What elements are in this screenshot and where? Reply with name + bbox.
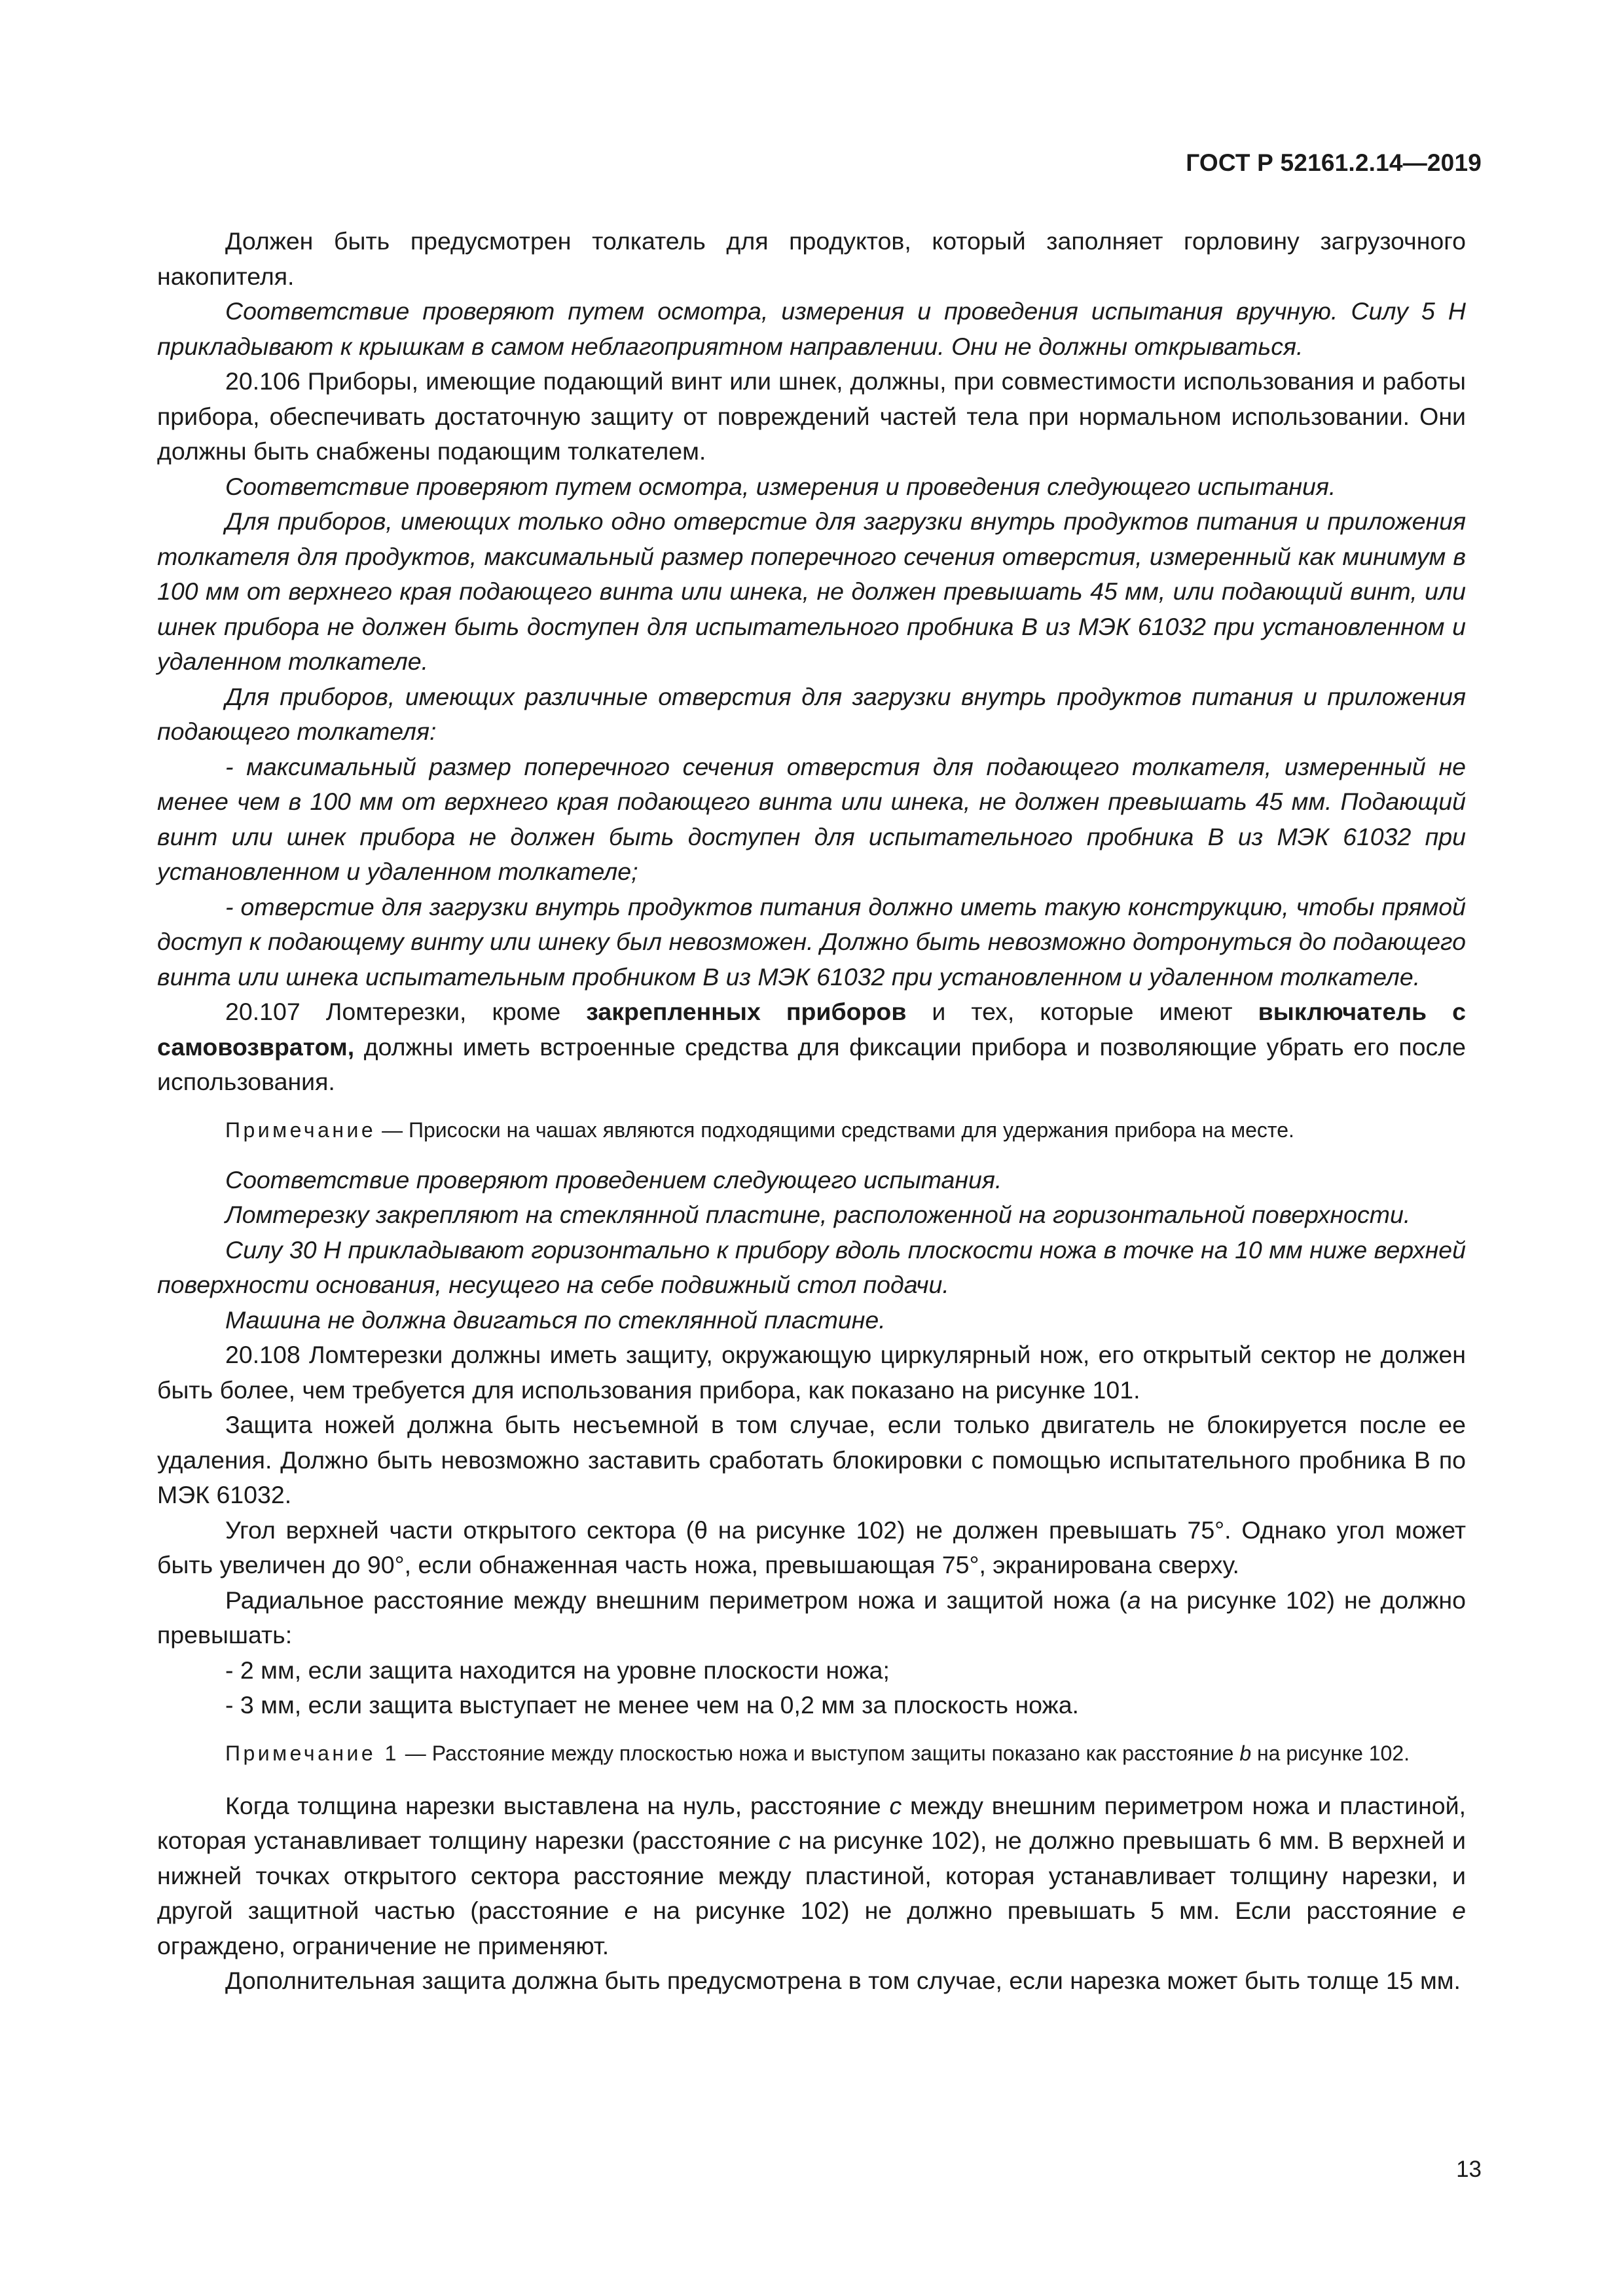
note-label: Примечание 1 <box>225 1741 399 1765</box>
paragraph-compliance: Соответствие проверяют проведением следующего испытания. <box>225 1165 1002 1194</box>
paragraph <box>157 1789 1466 1964</box>
paragraph-test: Машина не должна двигаться по стеклянной пластине. <box>225 1305 886 1334</box>
text: на рисунке 102), не должно превышать 6 мм. В верхней и нижней точках открытого сектора расстояние между пластиной, которая устанавливает толщину нарезки, и другой защитной частью (расстояние <box>157 1827 1466 1924</box>
text: Когда толщина нарезки выставлена на нуль, расстояние <box>225 1791 890 1819</box>
clause-text: должны иметь встроенные средства для фиксации прибора и позволяющие убрать его после использования. <box>157 1032 1466 1095</box>
paragraph: Угол верхней части открытого сектора (θ на рисунке 102) не должен превышать 75°. Однако угол может быть увеличен до 90°, если обнаженная часть ножа, превышающая 75°, экранирована сверху. <box>157 1516 1466 1578</box>
note-label: Примечание <box>225 1118 376 1142</box>
clause-20-108: 20.108 Ломтерезки должны иметь защиту, окружающую циркулярный нож, его открытый сектор не должен быть более, чем требуется для использования прибора, как показано на рисунке 101. <box>157 1341 1466 1404</box>
clause-text: 20.107 Ломтерезки, кроме <box>225 998 587 1025</box>
note <box>157 1114 1466 1146</box>
list-item: - 3 мм, если защита выступает не менее чем на 0,2 мм за плоскость ножа. <box>225 1691 1079 1719</box>
paragraph-compliance: Соответствие проверяют путем осмотра, измерения и проведения испытания вручную. Силу 5 Н прикладывают к крышкам в самом неблагоприятном направлении. Они не должны открываться. <box>157 297 1466 360</box>
note-text: — Присоски на чашах являются подходящими средствами для удержания прибора на месте. <box>376 1118 1294 1142</box>
variable: b <box>1239 1741 1252 1765</box>
variable: с <box>889 1791 902 1819</box>
paragraph-test: Для приборов, имеющих только одно отверстие для загрузки внутрь продуктов питания и приложения толкателя для продуктов, максимальный размер поперечного сечения отверстия, измеренный как минимум в 100 мм от верхнего края подающего винта или шнека, не должен превышать 45 мм, или подающий винт, или шнек прибора не должен быть доступен для испытательного пробника В из МЭК 61032 при установленном и удаленном толкателе. <box>157 507 1466 675</box>
defined-term: закрепленных приборов <box>586 998 907 1025</box>
note-text: на рисунке 102. <box>1251 1741 1410 1765</box>
text: на рисунке 102) не должно превышать 5 мм. Если расстояние <box>638 1897 1453 1924</box>
list-item: - 2 мм, если защита находится на уровне плоскости ножа; <box>225 1656 890 1684</box>
clause-20-107 <box>157 994 1466 1100</box>
paragraph-test: Силу 30 Н прикладывают горизонтально к прибору вдоль плоскости ножа в точке на 10 мм ниже верхней поверхности основания, несущего на себе подвижный стол подачи. <box>157 1235 1466 1298</box>
text: Радиальное расстояние между внешним периметром ножа и защитой ножа ( <box>225 1586 1127 1614</box>
list-item: - максимальный размер поперечного сечения отверстия для подающего толкателя, измеренный не менее чем в 100 мм от верхнего края подающего винта или шнека, не должен превышать 45 мм. Подающий винт или шнек прибора не должен быть доступен для испытательного пробника В из МЭК 61032 при установленном и удаленном толкателе; <box>157 752 1466 885</box>
clause-text: и тех, которые имеют <box>906 998 1258 1025</box>
variable: с <box>778 1827 791 1854</box>
paragraph: Должен быть предусмотрен толкатель для продуктов, который заполняет горловину загрузочного накопителя. <box>157 227 1466 290</box>
clause-20-106: 20.106 Приборы, имеющие подающий винт или шнек, должны, при совместимости использования и работы прибора, обеспечивать достаточную защиту от повреждений частей тела при нормальном использовании. Они должны быть снабжены подающим толкателем. <box>157 367 1466 465</box>
paragraph-test: Ломтерезку закрепляют на стеклянной пластине, расположенной на горизонтальной поверхности. <box>225 1201 1411 1228</box>
paragraph <box>157 1583 1466 1653</box>
list-item: - отверстие для загрузки внутрь продуктов питания должно иметь такую конструкцию, чтобы прямой доступ к подающему винту или шнеку был невозможен. Должно быть невозможно дотронуться до подающего винта или шнека испытательным пробником В из МЭК 61032 при установленном и удаленном толкателе. <box>157 892 1466 991</box>
defined-term: выключатель с самовозвратом, <box>157 998 1466 1061</box>
variable: е <box>1452 1897 1466 1924</box>
text: ограждено, ограничение не применяют. <box>157 1931 610 1959</box>
paragraph: Дополнительная защита должна быть предусмотрена в том случае, если нарезка может быть толще 15 мм. <box>225 1967 1461 1994</box>
note-text: — Расстояние между плоскостью ножа и выступом защиты показано как расстояние <box>399 1741 1240 1765</box>
standard-designation: ГОСТ Р 52161.2.14—2019 <box>1186 149 1482 176</box>
document-body <box>157 224 1466 1999</box>
text: между внешним периметром ножа и пластиной, которая устанавливает толщину нарезки (расстояние <box>157 1791 1467 1854</box>
note <box>157 1738 1466 1769</box>
variable: е <box>624 1897 638 1924</box>
paragraph-test: Для приборов, имеющих различные отверстия для загрузки внутрь продуктов питания и приложения подающего толкателя: <box>157 682 1466 745</box>
page-number: 13 <box>1456 2157 1482 2182</box>
paragraph-compliance: Соответствие проверяют путем осмотра, измерения и проведения следующего испытания. <box>225 472 1336 500</box>
text: на рисунке 102) не должно превышать: <box>157 1586 1466 1649</box>
paragraph: Защита ножей должна быть несъемной в том случае, если только двигатель не блокируется после ее удаления. Должно быть невозможно заставить сработать блокировки с помощью испытательного пробника В по МЭК 61032. <box>157 1411 1466 1508</box>
variable: а <box>1127 1586 1141 1614</box>
